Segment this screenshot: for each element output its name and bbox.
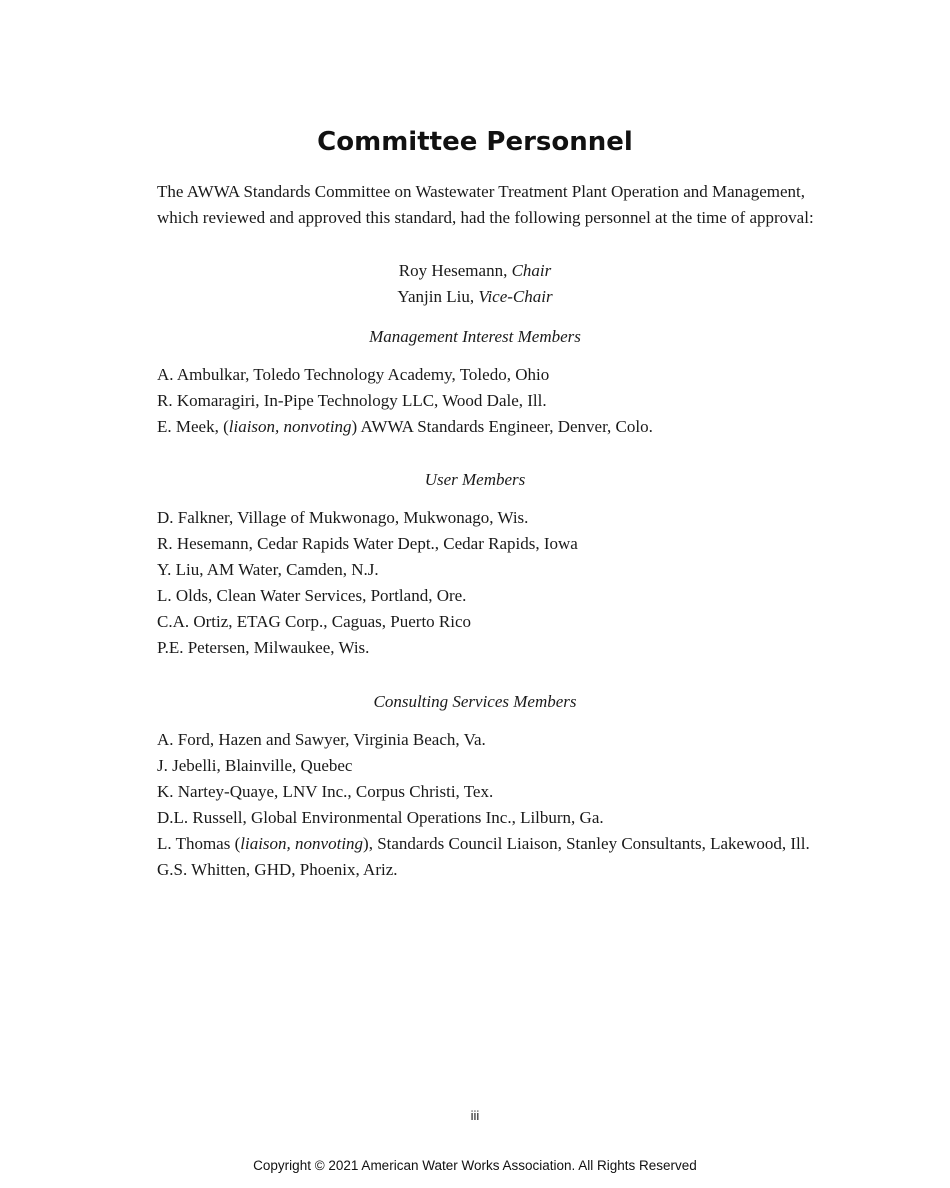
intro-paragraph [157, 179, 837, 231]
user-members-list [157, 505, 857, 661]
officer-role: Chair [511, 261, 552, 280]
management-members-list [157, 362, 857, 440]
management-members-heading: Management Interest Members [369, 327, 581, 346]
user-members-heading: User Members [424, 470, 526, 489]
list-item: C.A. Ortiz, ETAG Corp., Caguas, Puerto Rico [157, 612, 472, 631]
list-item [157, 414, 857, 440]
page-number: iii [470, 1108, 480, 1123]
list-item: G.S. Whitten, GHD, Phoenix, Ariz. [157, 860, 398, 879]
list-item: R. Komaragiri, In-Pipe Technology LLC, Wood Dale, Ill. [157, 391, 547, 410]
list-item: D.L. Russell, Global Environmental Operations Inc., Lilburn, Ga. [157, 808, 604, 827]
member-role-note: liaison, nonvoting [228, 417, 352, 436]
list-item: D. Falkner, Village of Mukwonago, Mukwonago, Wis. [157, 508, 529, 527]
page-title: Committee Personnel [317, 127, 633, 157]
officer-vice-chair [0, 284, 950, 310]
member-role-note: liaison, nonvoting [240, 834, 364, 853]
list-item [157, 831, 857, 857]
officer-role: Vice-Chair [478, 287, 553, 306]
list-item: A. Ford, Hazen and Sawyer, Virginia Beach, Va. [157, 730, 486, 749]
list-item: P.E. Petersen, Milwaukee, Wis. [157, 638, 370, 657]
intro-line: The AWWA Standards Committee on Wastewater Treatment Plant Operation and Management, [157, 182, 806, 201]
member-text: ) AWWA Standards Engineer, Denver, Colo. [351, 417, 653, 436]
list-item: K. Nartey-Quaye, LNV Inc., Corpus Christi, Tex. [157, 782, 494, 801]
list-item: J. Jebelli, Blainville, Quebec [157, 756, 353, 775]
member-text: L. Thomas ( [157, 834, 241, 853]
list-item: L. Olds, Clean Water Services, Portland, Ore. [157, 586, 467, 605]
officer-name: Roy Hesemann, [398, 261, 512, 280]
copyright-footer: Copyright © 2021 American Water Works Association. All Rights Reserved [253, 1158, 697, 1173]
list-item: R. Hesemann, Cedar Rapids Water Dept., Cedar Rapids, Iowa [157, 534, 578, 553]
officer-name: Yanjin Liu, [397, 287, 479, 306]
consulting-members-list [157, 727, 857, 883]
officer-chair [0, 258, 950, 284]
list-item: A. Ambulkar, Toledo Technology Academy, Toledo, Ohio [157, 365, 550, 384]
member-text: E. Meek, ( [157, 417, 229, 436]
consulting-members-heading: Consulting Services Members [373, 692, 577, 711]
committee-officers [0, 258, 950, 310]
list-item: Y. Liu, AM Water, Camden, N.J. [157, 560, 379, 579]
intro-line: which reviewed and approved this standard, had the following personnel at the time of approval: [157, 208, 814, 227]
member-text: ), Standards Council Liaison, Stanley Consultants, Lakewood, Ill. [363, 834, 810, 853]
